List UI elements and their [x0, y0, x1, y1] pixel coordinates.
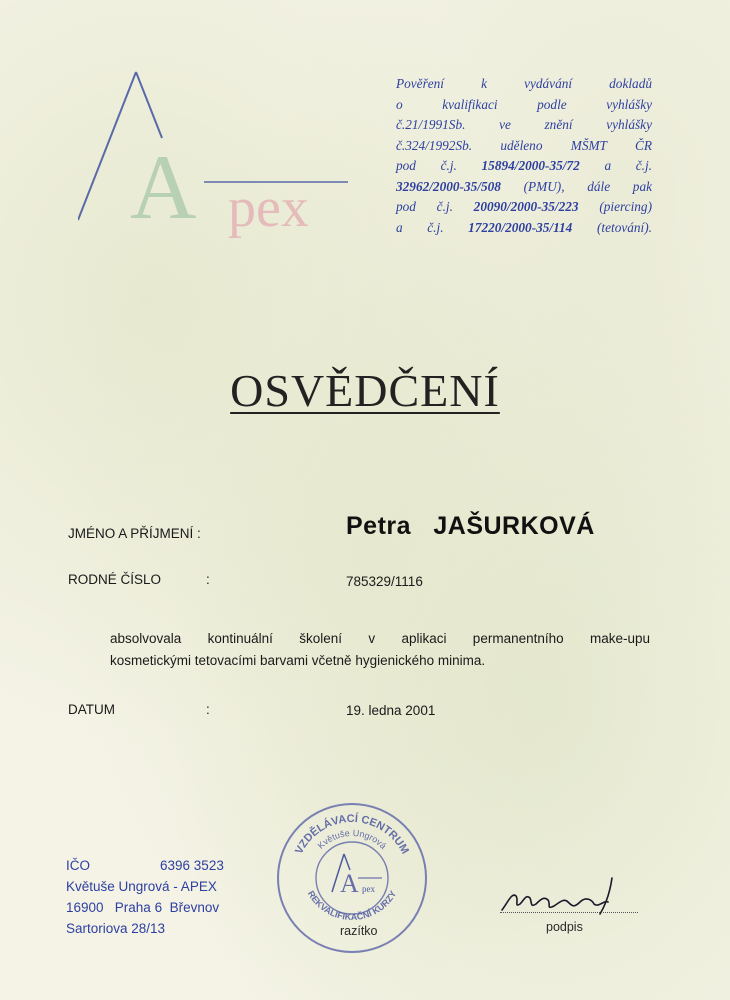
name-label: JMÉNO A PŘÍJMENÍ :	[68, 526, 201, 541]
ref-prefix: a č.j.	[396, 219, 469, 235]
apex-logo	[78, 60, 368, 260]
authorization-line	[396, 156, 652, 177]
ref-number: 32962/2000-35/508	[396, 178, 501, 194]
birth-number-label: RODNÉ ČÍSLO	[68, 572, 162, 587]
authorization-text	[396, 74, 652, 238]
stamp-caption: razítko	[340, 924, 378, 938]
svg-text:pex: pex	[228, 177, 309, 239]
stamp-bottom-text: REKVALIFIKAČNÍ KURZY	[305, 888, 399, 923]
issuer-block	[66, 855, 266, 939]
ico-row	[66, 855, 266, 876]
ref-prefix: pod č.j.	[396, 199, 474, 214]
ico-value: 6396 3523	[160, 858, 224, 873]
ico-label: IČO	[66, 858, 91, 873]
ref-number: 17220/2000-35/114	[468, 219, 573, 235]
issuer-street: Sartoriova 28/13	[66, 921, 166, 936]
statement-line: absolvovala kontinuální školení v aplikaci permanentního make-upu	[110, 631, 650, 646]
document-title	[0, 364, 730, 417]
signature-caption: podpis	[546, 920, 583, 934]
ref-suffix: (tetování).	[572, 219, 652, 235]
stamp-outer-text: VZDĚLÁVACÍ CENTRUM	[293, 812, 411, 857]
authorization-line: č.324/1992Sb. uděleno MŠMT ČR	[396, 137, 652, 153]
ref-number: 15894/2000-35/72	[481, 158, 580, 173]
birth-number-colon: :	[206, 572, 210, 587]
handwritten-signature	[494, 872, 644, 922]
svg-text:pex: pex	[362, 884, 375, 894]
ref-suffix: (PMU), dále pak	[500, 178, 652, 194]
ref-suffix: a č.j.	[579, 158, 653, 173]
authorization-line: Pověření k vydávání dokladů	[396, 76, 652, 91]
authorization-line	[396, 218, 652, 239]
date-value: 19. ledna 2001	[346, 703, 436, 718]
svg-text:A: A	[340, 869, 359, 898]
svg-text:A: A	[130, 136, 197, 238]
date-colon: :	[206, 702, 210, 717]
birth-number-value: 785329/1116	[346, 574, 423, 589]
name-value: Petra JAŠURKOVÁ	[346, 512, 595, 540]
title-text: OSVĚDČENÍ	[230, 365, 500, 416]
authorization-line	[396, 177, 652, 198]
issuer-name: Květuše Ungrová - APEX	[66, 879, 217, 894]
authorization-line	[396, 197, 652, 218]
date-label: DATUM	[68, 702, 115, 717]
statement-paragraph	[110, 628, 650, 672]
issuer-city: 16900 Praha 6 Břevnov	[66, 900, 220, 915]
signature-line	[500, 912, 638, 913]
authorization-line: o kvalifikaci podle vyhlášky	[396, 96, 652, 112]
statement-line: kosmetickými tetovacími barvami včetně hygienického minima.	[110, 653, 486, 668]
ref-number: 20090/2000-35/223	[473, 199, 579, 214]
stamp-inner-name: Květuše Ungrová	[315, 827, 389, 851]
authorization-line: č.21/1991Sb. ve znění vyhlášky	[396, 117, 652, 132]
ref-suffix: (piercing)	[578, 199, 652, 214]
ref-prefix: pod č.j.	[396, 158, 482, 173]
